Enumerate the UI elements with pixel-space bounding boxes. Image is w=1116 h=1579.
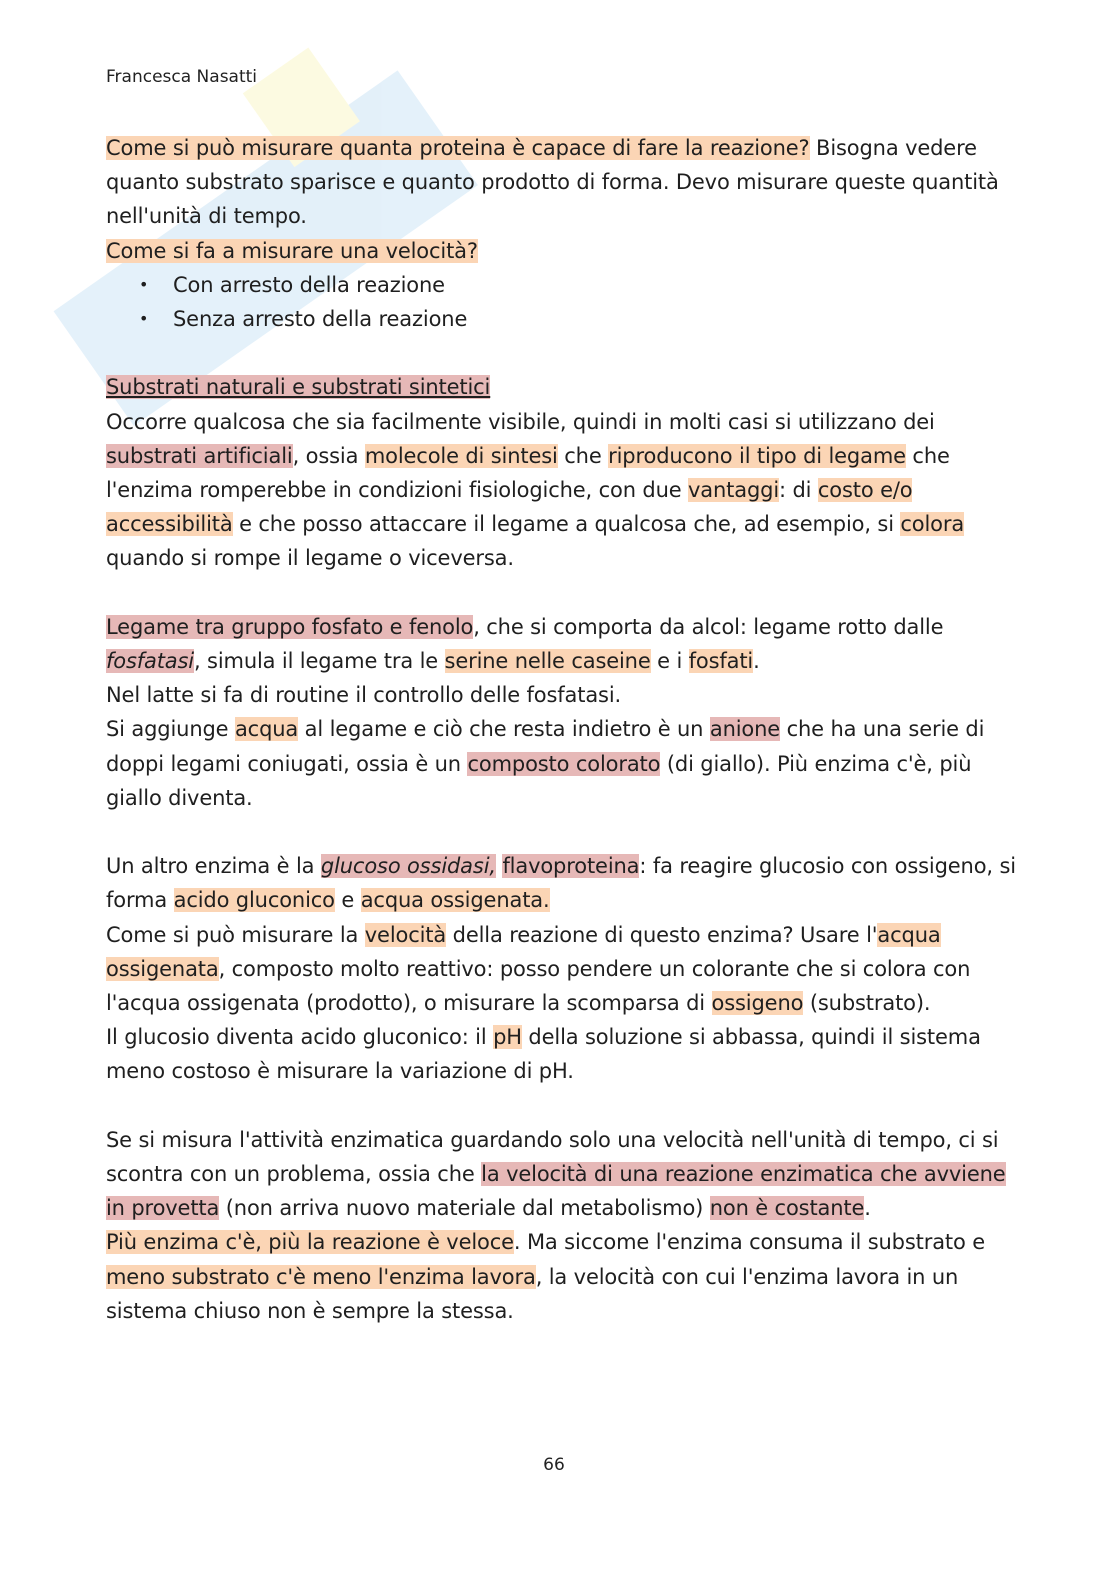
text-run: , che si comporta da alcol: legame rotto dalle (473, 614, 944, 639)
highlight-orange: acido gluconico (173, 888, 335, 913)
paragraph-substrates (106, 405, 1016, 576)
page-header-author: Francesca Nasatti (106, 67, 258, 87)
highlight-orange: Come si fa a misurare una velocità? (106, 238, 478, 263)
highlight-pink: substrati artificiali (106, 443, 293, 468)
highlight-orange: riproducono il tipo di legame (608, 443, 906, 468)
list-item: • Con arresto della reazione (106, 268, 1016, 302)
text-run: Si aggiunge (106, 717, 235, 742)
text-run: Come si può misurare la (106, 922, 365, 947)
text-run: , composto molto reattivo: posso pendere un colorante che si colora con l'acqua ossigenata (prodotto), o misurare la scomparsa di (106, 956, 971, 1016)
text-run: : di (779, 478, 818, 503)
text-run: e che posso attaccare il legame a qualcosa che, ad esempio, si (232, 512, 901, 537)
text-run: : fa reagire glucosio con ossigeno, si forma (106, 854, 1016, 913)
text-run: . Ma siccome l'enzima consuma il substrato e (513, 1230, 985, 1255)
highlight-pink: flavoproteina (502, 854, 640, 879)
highlight-orange: molecole di sintesi (364, 443, 558, 468)
highlight-orange: ossigeno (711, 991, 804, 1016)
text-run: al legame e ciò che resta indietro è un (298, 717, 710, 742)
section-heading-text: Substrati naturali e substrati sintetici (106, 375, 491, 400)
paragraph-more-enzyme (106, 1225, 1016, 1328)
text-run: e i (650, 649, 689, 674)
paragraph-measure-velocity (106, 918, 1016, 1021)
text-run: . (864, 1196, 871, 1221)
highlight-pink: anione (709, 717, 781, 742)
paragraph-enzyme-activity (106, 1123, 1016, 1226)
text-run: che ha una serie di doppi legami coniugati, ossia è un (106, 717, 985, 776)
page-content (106, 131, 1016, 1328)
text-run: e (334, 888, 361, 913)
highlight-pink-italic: glucoso ossidasi, (320, 854, 496, 879)
method-list (106, 268, 1016, 336)
paragraph-question-velocity (106, 234, 1016, 268)
text-run: che l'enzima romperebbe in condizioni fisiologiche, con due (106, 443, 950, 503)
text-run: che (557, 443, 609, 468)
highlight-orange: velocità (364, 922, 447, 947)
highlight-orange: Come si può misurare quanta proteina è capace di fare la reazione? (106, 136, 810, 160)
text-run: della soluzione si abbassa, quindi il sistema meno costoso è misurare la variazione di pH. (106, 1025, 981, 1084)
highlight-pink: la velocità di una reazione enzimatica che avviene in provetta (106, 1162, 1006, 1221)
highlight-orange: Più enzima c'è, più la reazione è veloce (106, 1230, 514, 1255)
paragraph-phosphate-bond (106, 610, 1016, 678)
text-run: della reazione di questo enzima? Usare l' (446, 922, 878, 947)
text-run: quando si rompe il legame o viceversa. (106, 546, 514, 571)
highlight-orange: colora (900, 512, 965, 537)
text-run: (non arriva nuovo materiale dal metabolismo) (219, 1196, 710, 1221)
paragraph-ph (106, 1020, 1016, 1088)
highlight-orange: fosfati (688, 649, 754, 674)
text-run: Se si misura l'attività enzimatica guardando solo una velocità nell'unità di tempo, ci si scontra con un problema, ossia che (106, 1127, 999, 1187)
text-run: , la velocità con cui l'enzima lavora in un sistema chiuso non è sempre la stessa. (106, 1264, 959, 1323)
highlight-orange: meno substrato c'è meno l'enzima lavora (106, 1264, 536, 1289)
text-run: Nel latte si fa di routine il controllo delle fosfatasi. (106, 683, 622, 708)
page-number: 66 (543, 1455, 565, 1475)
text-run: Un altro enzima è la (106, 854, 321, 879)
highlight-pink: Legame tra gruppo fosfato e fenolo (106, 614, 474, 639)
highlight-orange: serine nelle caseine (444, 649, 651, 674)
list-item: • Senza arresto della reazione (106, 302, 1016, 336)
highlight-orange: acqua ossigenata (106, 922, 941, 981)
highlight-pink: composto colorato (467, 751, 661, 776)
highlight-orange: pH (493, 1025, 522, 1050)
section-heading (106, 370, 1016, 404)
highlight-orange: acqua (234, 717, 299, 742)
highlight-pink-italic: fosfatasi (106, 649, 194, 674)
highlight-pink: non è costante (709, 1196, 865, 1221)
text-run: , simula il legame tra le (193, 649, 445, 674)
text-run: (di giallo). Più enzima c'è, più giallo diventa. (106, 751, 972, 810)
text-run: Occorre qualcosa che sia facilmente visibile, quindi in molti casi si utilizzano dei (106, 409, 935, 434)
highlight-orange: vantaggi (688, 478, 780, 503)
text-run: Bisogna vedere quanto substrato sparisce e quanto prodotto di forma. Devo misurare queste quantità nell'unità di tempo. (106, 136, 999, 229)
paragraph-intro (106, 131, 1016, 234)
paragraph-glucose-oxidase (106, 849, 1016, 917)
paragraph-anion (106, 712, 1016, 815)
paragraph-milk (106, 678, 1016, 712)
highlight-orange: costo e/o accessibilità (106, 478, 913, 537)
text-run: Il glucosio diventa acido gluconico: il (106, 1025, 494, 1050)
highlight-orange: acqua ossigenata. (360, 888, 550, 913)
text-run: (substrato). (803, 991, 931, 1016)
text-run: , ossia (292, 443, 365, 468)
text-run: . (753, 649, 760, 674)
